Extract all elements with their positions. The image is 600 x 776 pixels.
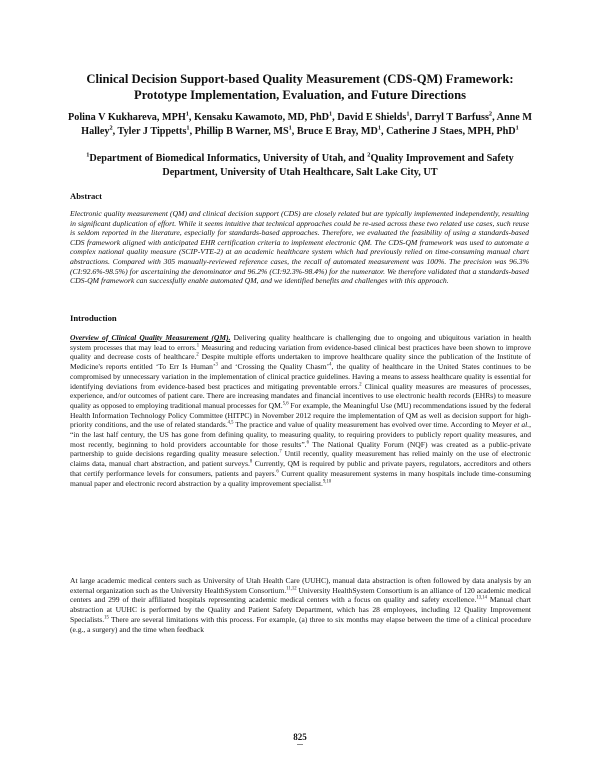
- abstract-heading: Abstract: [70, 191, 102, 201]
- introduction-paragraph-2: At large academic medical centers such as University of Utah Health Care (UUHC), manual data abstraction is often followed by data analysis by an external organization such as the University HealthSystem Consortium.$^{11,12}$ University HealthSystem Consortium is an alliance of 120 academic medical centers and 299 of their affiliated hospitals representing academic medical centers with a focus on quality and safety excellence.$^{13,14}$ Manual chart abstraction at UUHC is performed by the Quality and Patient Safety Department, which has 28 employees, including 12 Quality Improvement Specialists.$^{15}$ There are several limitations with this process. For example, (a) three to six months may elapse between the time of a clinical procedure (e.g., a surgery) and the time when feedback: [70, 576, 531, 634]
- page-number: 825: [293, 732, 307, 742]
- introduction-heading: Introduction: [70, 313, 117, 323]
- page-number-underline: [297, 744, 303, 745]
- affiliations: $^1$Department of Biomedical Informatics, University of Utah, and $^2$Quality Improvement and Safety Department, University of Utah Healthcare, Salt Lake City, UT: [86, 151, 514, 178]
- abstract-text: Electronic quality measurement (QM) and clinical decision support (CDS) are closely related but are typically implemented independently, resulting in significant duplication of effort. While it seems intuitive that technical approaches could be re-used across these two related use cases, such reuse is seldom reported in the literature, especially for standards-based approaches. Therefore, we evaluated the feasibility of using a standards-based CDS framework aligned with anticipated EHR certification criteria to implement electronic QM. The CDS-QM framework was used to automate a complex national quality measure (SCIP-VTE-2) at an academic healthcare system which had previously relied on time-consuming manual chart abstractions. Compared with 305 manually-reviewed reference cases, the recall of automated measurement was 100%. The precision was 96.3% (CI:92.6%-98.5%) for ascertaining the denominator and 96.2% (CI:92.3%-98.4%) for the numerator. We therefore validated that a standards-based CDS-QM framework can successfully enable automated QM, and we identified benefits and challenges with this approach.: [70, 209, 529, 286]
- section-lead-in: Overview of Clinical Quality Measurement (QM).: [70, 333, 231, 342]
- paper-title: Clinical Decision Support-based Quality Measurement (CDS-QM) Framework: Prototype Implementation, Evaluation, and Future Directions: [86, 72, 514, 102]
- author-list: Polina V Kukhareva, MPH$^1$, Kensaku Kawamoto, MD, PhD$^1$, David E Shields$^1$, Darryl T Barfuss$^2$, Anne M Halley$^2$, Tyler J Tippetts$^1$, Phillip B Warner, $MS^1$, Bruce E Bray, $MD^1$, Catherine J Staes, MPH, PhD$^1$: [68, 110, 532, 137]
- introduction-paragraph-1: [70, 333, 531, 488]
- paragraph-body: Delivering quality healthcare is challenging due to ongoing and ubiquitous variation in health system processes that may lead to errors.$^1$ Measuring and reducing variation from evidence-based clinical best practices have been shown to improve quality and decrease costs of healthcare.$^2$ Despite multiple efforts undertaken to improve healthcare quality since the publication of the Institute of Medicine's reports entitled ‘To Err Is Human’$^3$ and ‘Crossing the Quality Chasm’$^4$, the quality of healthcare in the United States continues to be compromised by unnecessary variation in the implementation of clinical practice guidelines. Having a means to assess healthcare quality is essential for identifying deviations from evidence-based best practices and mitigating preventable errors.$^2$ Clinical quality measures are measures of processes, experience, and/or outcomes of patient care. There are increasing mandates and financial incentives to use electronic health records (EHRs) to measure quality as opposed to employing traditional manual processes for QM.$^{5,6}$ For example, the Meaningful Use (MU) recommendations issued by the federal Health Information Technology Policy Committee (HITPC) in November 2012 require the implementation of QM as well as decision support for high-priority conditions, and the use of related standards.$^{4,5}$ The practice and value of quality measurement has evolved over time. According to Meyer et al., “in the last half century, the US has gone from defining quality, to measuring quality, to requiring providers to publicly report quality measures, and most recently, beginning to hold providers accountable for those results”.$^6$ The National Quality Forum (NQF) was created as a public-private partnership to guide decisions regarding quality measure selection.$^7$ Until recently, quality measurement has relied mainly on the use of electronic claims data, manual chart abstraction, and patient surveys.$^8$ Currently, QM is required by public and private payers, regulators, accreditors and others that certify performance levels for consumers, patients and payers.$^6$ Current quality measurement systems in many hospitals include time-consuming manual paper and electronic record abstraction by a quality improvement specialist.$^{9,10}$: [70, 333, 532, 488]
